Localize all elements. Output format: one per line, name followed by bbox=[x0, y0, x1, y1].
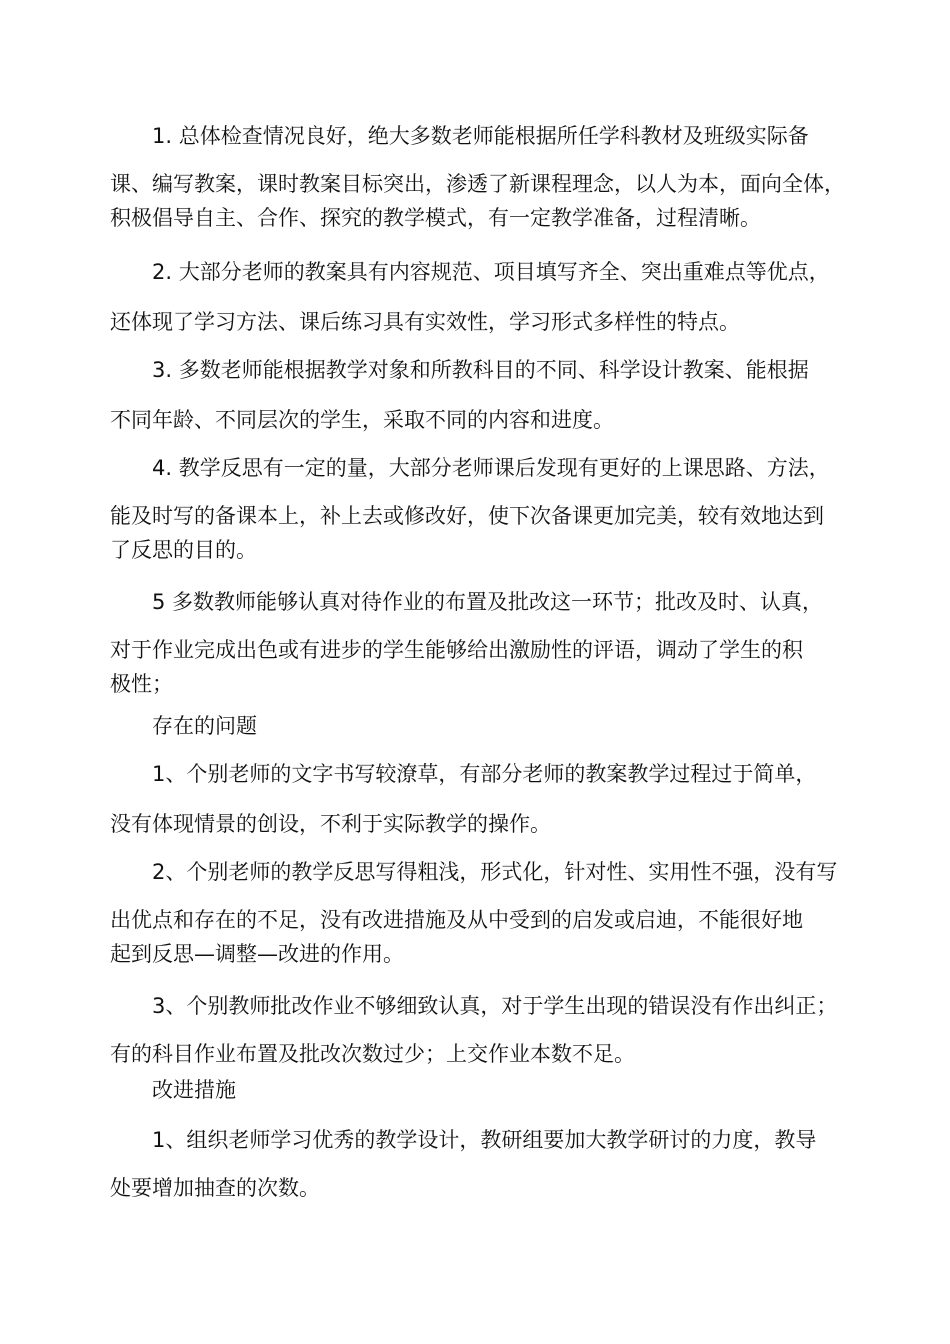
section-heading-problems: 存在的问题 bbox=[152, 714, 257, 738]
text-line: 3. 多数老师能根据教学对象和所教科目的不同、科学设计教案、能根据 bbox=[152, 358, 809, 382]
text-line: 课、编写教案，课时教案目标突出，渗透了新课程理念，以人为本，面向全体， bbox=[110, 172, 845, 196]
text-line: 极性； bbox=[110, 672, 173, 696]
text-line: 起到反思—调整—改进的作用。 bbox=[110, 942, 404, 966]
text-line: 没有体现情景的创设，不利于实际教学的操作。 bbox=[110, 812, 551, 836]
text-line: 了反思的目的。 bbox=[110, 538, 257, 562]
text-line: 对于作业完成出色或有进步的学生能够给出激励性的评语，调动了学生的积 bbox=[110, 638, 803, 662]
text-line: 4. 教学反思有一定的量，大部分老师课后发现有更好的上课思路、方法， bbox=[152, 456, 830, 480]
text-line: 2、个别老师的教学反思写得粗浅，形式化，针对性、实用性不强，没有写 bbox=[152, 860, 838, 884]
text-line: 1. 总体检查情况良好，绝大多数老师能根据所任学科教材及班级实际备 bbox=[152, 124, 809, 148]
text-line: 2. 大部分老师的教案具有内容规范、项目填写齐全、突出重难点等优点， bbox=[152, 260, 830, 284]
text-line: 1、组织老师学习优秀的教学设计，教研组要加大教学研讨的力度，教导 bbox=[152, 1128, 817, 1152]
text-line: 能及时写的备课本上，补上去或修改好，使下次备课更加完美，较有效地达到 bbox=[110, 504, 824, 528]
section-heading-measures: 改进措施 bbox=[152, 1078, 236, 1102]
text-line: 出优点和存在的不足，没有改进措施及从中受到的启发或启迪，不能很好地 bbox=[110, 908, 803, 932]
text-line: 处要增加抽查的次数。 bbox=[110, 1176, 320, 1200]
text-line: 1、个别老师的文字书写较潦草，有部分老师的教案教学过程过于简单， bbox=[152, 762, 817, 786]
text-line: 不同年龄、不同层次的学生，采取不同的内容和进度。 bbox=[110, 408, 614, 432]
text-line: 有的科目作业布置及批改次数过少；上交作业本数不足。 bbox=[110, 1042, 635, 1066]
text-line: 3、个别教师批改作业不够细致认真，对于学生出现的错误没有作出纠正； bbox=[152, 994, 838, 1018]
text-line: 还体现了学习方法、课后练习具有实效性，学习形式多样性的特点。 bbox=[110, 310, 740, 334]
text-line: 积极倡导自主、合作、探究的教学模式，有一定教学准备，过程清晰。 bbox=[110, 206, 761, 230]
text-line: 5 多数教师能够认真对待作业的布置及批改这一环节；批改及时、认真， bbox=[152, 590, 824, 614]
